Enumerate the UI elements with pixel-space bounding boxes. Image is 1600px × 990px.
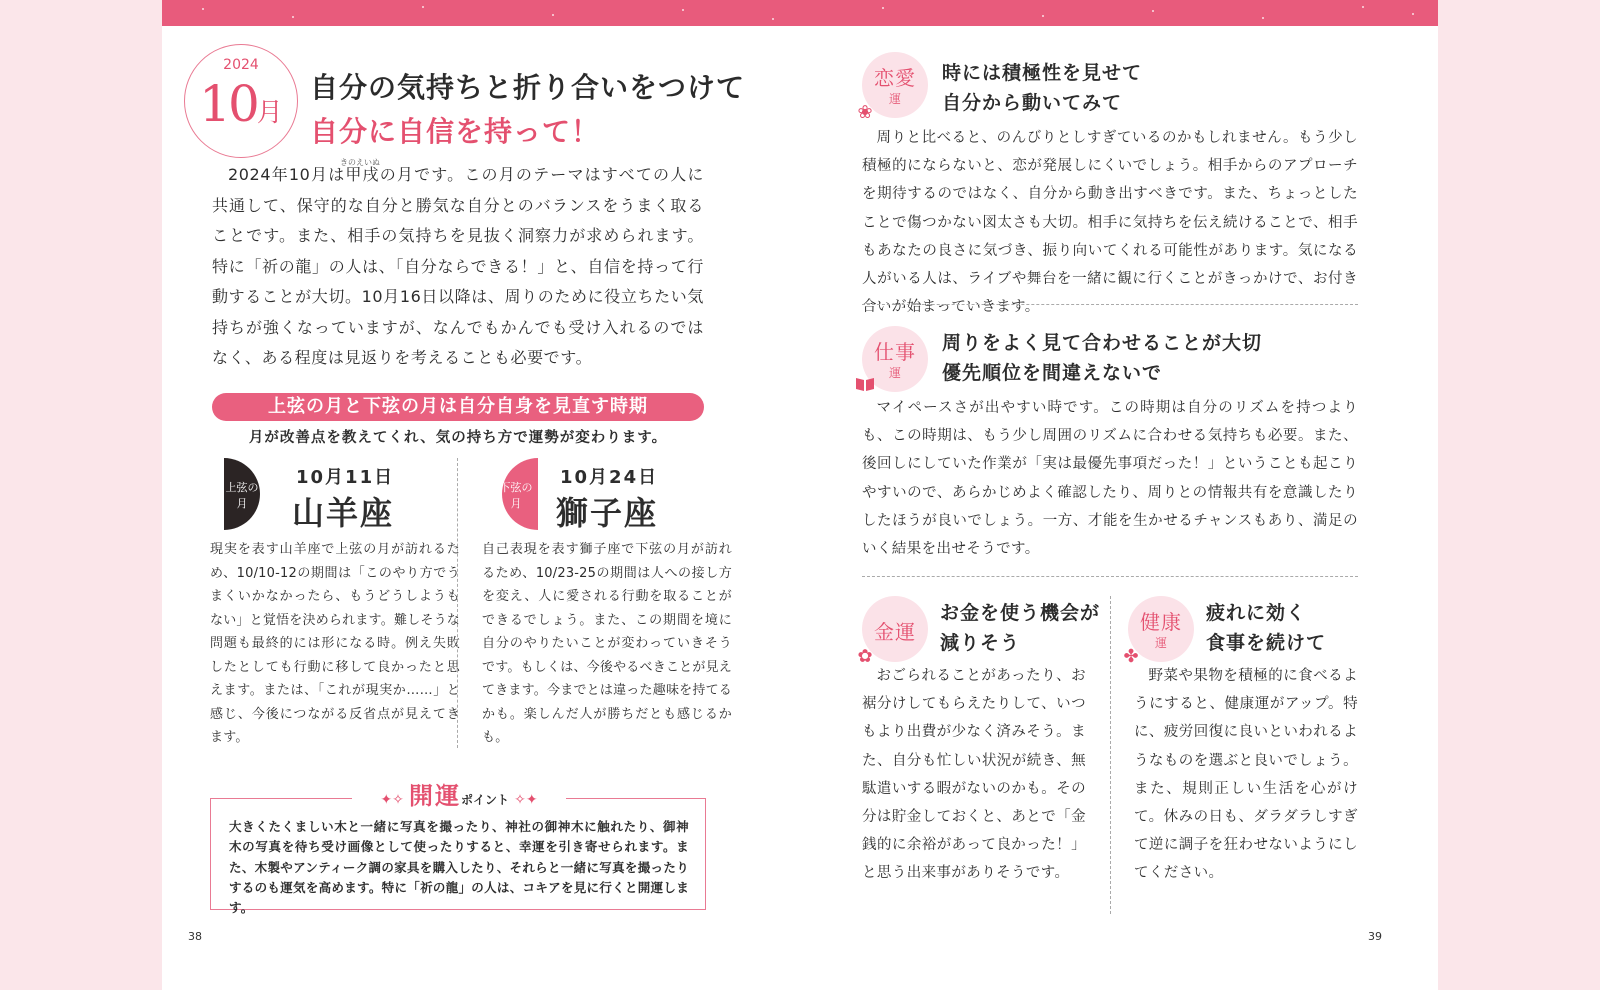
love-badge-sub: 運	[888, 92, 901, 106]
kaiun-title-main: 開運	[408, 781, 461, 810]
love-badge-label: 恋愛	[874, 66, 916, 90]
work-badge-sub: 運	[888, 366, 901, 380]
book-spread	[162, 0, 1438, 990]
love-title-line1: 時には積極性を見せて	[942, 62, 1143, 84]
section-divider	[862, 576, 1358, 577]
moon-column-divider	[457, 458, 458, 748]
love-title-line2: 自分から動いてみて	[942, 92, 1123, 114]
moon1-date: 10月11日	[296, 467, 395, 488]
last-quarter-label-line1: 下弦の	[499, 481, 533, 494]
moon-banner-subtitle: 月が改善点を教えてくれ、気の持ち方で運勢が変わります。	[248, 430, 668, 446]
headline-line2: 自分に自信を持って！	[310, 115, 601, 148]
first-quarter-label-line1: 上弦の	[225, 481, 259, 494]
work-badge-label: 仕事	[874, 340, 916, 364]
moon2-date: 10月24日	[560, 467, 659, 488]
health-title-line1: 疲れに効く	[1206, 602, 1307, 624]
right-page-number: 39	[1368, 930, 1382, 943]
love-title	[942, 58, 1142, 118]
last-quarter-label-line2: 月	[510, 497, 522, 510]
month-badge-month	[185, 75, 297, 133]
money-badge	[857, 596, 928, 667]
kaiun-title	[352, 776, 566, 811]
kaiun-box	[210, 798, 706, 916]
health-title	[1206, 598, 1326, 658]
moon1-body: 現実を表す山羊座で上弦の月が訪れるため、10/10-12の期間は「このやり方でうまくいかなかったら、もうどうしようもない」と覚悟を決められます。難しそうな問題も最終的には形になる時。例え失敗したとしても行動に移して良かったと思えます。または、「これが現実か……」と感じ、今後につながる反省点が見えてきます。	[210, 542, 460, 745]
left-page-number: 38	[188, 930, 202, 943]
month-unit: 月	[256, 98, 283, 128]
flower-icon: ✤	[1123, 646, 1139, 667]
last-quarter-label	[498, 480, 538, 512]
work-title	[942, 328, 1262, 388]
ruby-annotation: きのえいぬ	[340, 158, 380, 167]
kaiun-body: 大きくたくましい木と一緒に写真を撮ったり、神社の御神木に触れたり、御神木の写真を待ち受け画像として使ったりすると、幸運を引き寄せられます。また、木製やアンティーク調の家具を購入したり、それらと一緒に写真を撮ったりするのも運気を高めます。特に「祈の龍」の人は、コキアを見に行くと開運します。	[229, 819, 689, 916]
last-quarter-moon-icon	[498, 458, 538, 530]
moon-banner: 上弦の月と下弦の月は自分自身を見直す時期	[212, 393, 704, 421]
bottom-column-divider	[1110, 596, 1111, 914]
money-title-line1: お金を使う機会が	[940, 602, 1101, 624]
first-quarter-label-line2: 月	[236, 497, 248, 510]
health-title-line2: 食事を続けて	[1206, 632, 1327, 654]
health-badge	[1123, 596, 1194, 667]
money-title-line2: 減りそう	[940, 632, 1021, 654]
first-quarter-label	[224, 480, 264, 512]
section-divider	[862, 304, 1358, 305]
headline-line1: 自分の気持ちと折り合いをつけて	[310, 71, 746, 104]
sparkle-icon: ✦✧	[380, 792, 404, 808]
moon2-body: 自己表現を表す獅子座で下弦の月が訪れるため、10/23-25の期間は人への接し方を変え、人に愛される行動を取ることができるでしょう。また、この期間を境に自分のやりたいことが変わっていきそうです。もしくは、今後やるべきことが見えてきます。今までとは違った趣味を持てるかも。楽しんだ人が勝ちだとも感じるかも。	[482, 542, 732, 745]
work-badge	[862, 326, 928, 392]
moon1-sign: 山羊座	[292, 494, 395, 532]
moon2-sign: 獅子座	[556, 494, 659, 532]
work-title-line2: 優先順位を間違えないで	[942, 362, 1163, 384]
money-badge-label: 金運	[874, 620, 916, 644]
month-badge	[184, 44, 298, 158]
kaiun-title-suffix: ポイント	[460, 793, 509, 807]
love-badge	[857, 52, 928, 123]
top-decorative-bar	[162, 0, 1438, 26]
coin-icon: ✿	[857, 646, 873, 667]
work-body: マイペースさが出やすい時です。この時期は自分のリズムを持つよりも、この時期は、もう少し周囲のリズムに合わせる気持ちも必要。また、後回しにしていた作業が「実は最優先事項だった！」ということも起こりやすいので、あらかじめよく確認したり、周りとの情報共有を意識したりしたほうが良いでしょう。一方、才能を生かせるチャンスもあり、満足のいく結果を出せそうです。	[862, 400, 1358, 558]
love-body: 周りと比べると、のんびりとしすぎているのかもしれません。もう少し積極的にならないと、恋が発展しにくいでしょう。相手からのアプローチを期待するのではなく、自分から動き出すべきです。また、ちょっとしたことで傷つかない図太さも大切。相手に気持ちを伝え続けることで、相手もあなたの良さに気づき、振り向いてくれる可能性があります。気になる人がいる人は、ライブや舞台を一緒に観に行くことがきっかけで、お付き合いが始まっていきます。	[862, 130, 1358, 316]
health-badge-sub: 運	[1154, 636, 1167, 650]
health-body: 野菜や果物を積極的に食べるようにすると、健康運がアップ。特に、疲労回復に良いといわれるようなものを選ぶと良いでしょう。また、規則正しい生活を心がけて。休みの日も、ダラダラしすぎて逆に調子を狂わせないようにしてください。	[1134, 668, 1358, 882]
month-badge-year: 2024	[223, 57, 259, 73]
work-title-line1: 周りをよく見て合わせることが大切	[942, 332, 1263, 354]
first-quarter-moon-icon	[224, 458, 264, 530]
sparkle-icon: ✧✦	[514, 792, 538, 808]
intro-paragraph: 2024年10月は甲戌の月です。この月のテーマはすべての人に共通して、保守的な自分と勝気な自分とのバランスをうまく取ることです。また、相手の気持ちを見抜く洞察力が求められます。特に「祈の龍」の人は、「自分ならできる！」と、自信を持って行動することが大切。10月16日以降は、周りのために役立ちたい気持ちが強くなっていますが、なんでもかんでも受け入れるのではなく、ある程度は見返りを考えることも必要です。	[212, 165, 704, 367]
health-badge-label: 健康	[1140, 610, 1182, 634]
money-body: おごられることがあったり、お裾分けしてもらえたりして、いつもより出費が少なく済みそう。また、自分も忙しい状況が続き、無駄遣いする暇がないのかも。その分は貯金しておくと、あとで「金銭的に余裕があって良かった！」と思う出来事がありそうです。	[862, 668, 1086, 882]
money-title	[940, 598, 1100, 658]
month-number: 10	[199, 75, 257, 133]
rose-icon: ❀	[857, 102, 873, 123]
